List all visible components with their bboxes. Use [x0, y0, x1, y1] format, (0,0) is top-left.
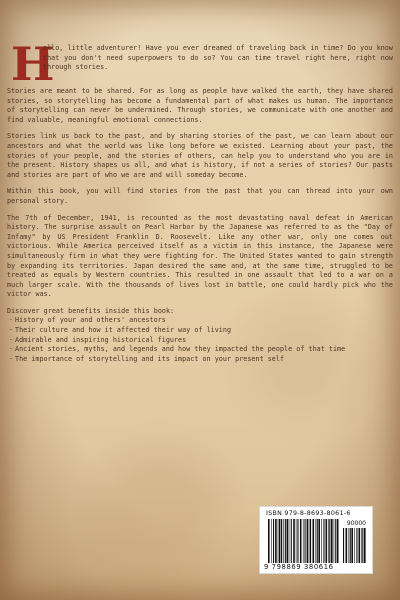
isbn-barcode — [259, 506, 373, 574]
list-item: · Admirable and inspiring historical figures — [9, 336, 393, 346]
addon-barcode-bars — [342, 528, 366, 563]
benefits-section — [7, 307, 393, 365]
intro-text: ello, little adventurer! Have you ever dreamed of traveling back in time? Do you know that you don't need superpowers to do so? You can time travel right here, right now through stories. — [43, 44, 393, 72]
isbn-number: ISBN 979-8-8693-8061-6 — [266, 510, 351, 517]
paragraph-past: Stories link us back to the past, and by sharing stories of the past, we can learn about our ancestors and what the world was like long before we existed. Learning about your past, the stories of your people, and the stories of others, can help you to understand who you are in the present. History shapes us all, and what is history, if not a series of stories? Our pasts and stories are part of who we are and will someday become. — [7, 132, 393, 179]
barcode-bars — [267, 519, 339, 563]
list-item: · Ancient stories, myths, and legends and how they impacted the people of that time — [9, 345, 393, 355]
list-item: · The importance of storytelling and its impact on your present self — [9, 355, 393, 365]
intro-paragraph — [7, 37, 393, 91]
benefits-title: Discover great benefits inside this book: — [7, 306, 175, 315]
paragraph-pearl-harbor: The 7th of December, 1941, is recounted as the most devastating naval defeat in American history. The surprise assault on Pearl Harbor by the Japanese was referred to as the "Day of Infamy" by US President Franklin D. Roosevelt. Like any other war, only one comes out victorious. While America perceived itself as a victim in this instance, the Japanese were simultaneously firm in what they were fighting for. The United States wanted to gain strength by expanding its territories. Japan desired the same and, at the same time, struggled to be treated as equals by Western countries. This resulted in one assault that led to a war on a much larger scale. With the thousands of lives lost in battle, one could hardly pick who the victor was. — [7, 213, 393, 299]
paragraph-sharing: Stories are meant to be shared. For as long as people have walked the earth, they have shared stories, so storytelling has become a fundamental part of what makes us human. The importance of storytelling can never be undermined. Through stories, we communicate with one another and find valuable, meaningful emotional connections. — [7, 87, 393, 124]
drop-cap: H — [11, 37, 55, 91]
price-code: 90000 — [346, 520, 366, 527]
paragraph-within-book: Within this book, you will find stories from the past that you can thread into your own personal story. — [7, 187, 393, 205]
cover-text — [7, 37, 393, 371]
barcode-digits: 9 798869 380616 — [264, 563, 334, 571]
list-item: · Their culture and how it affected their way of living — [9, 326, 393, 336]
list-item: · History of your and others' ancestors — [9, 316, 393, 326]
benefits-list — [7, 316, 393, 364]
